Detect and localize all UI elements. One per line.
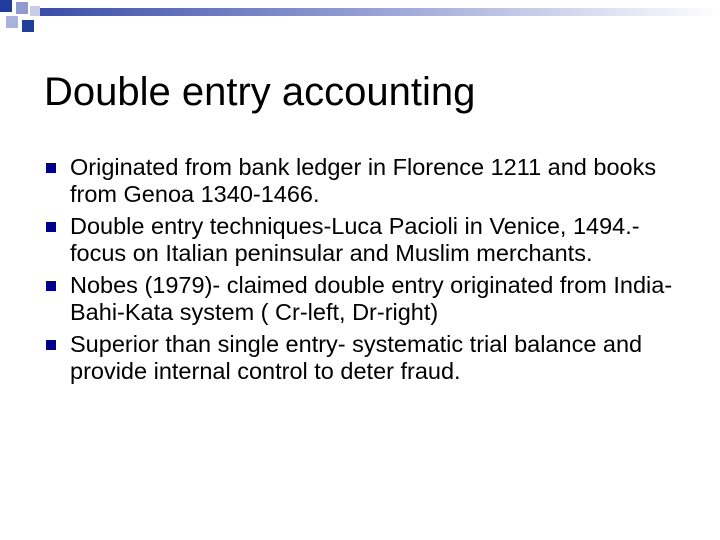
bullet-item <box>44 331 684 385</box>
square-bullet-icon <box>46 340 56 350</box>
bullet-item <box>44 272 684 326</box>
bullet-text: Superior than single entry- systematic trial balance and provide internal control to deter fraud. <box>70 331 643 384</box>
bullet-text: Originated from bank ledger in Florence 1211 and books from Genoa 1340-1466. <box>70 154 657 207</box>
bullet-item <box>44 213 684 267</box>
square-bullet-icon <box>46 222 56 232</box>
bullet-text: Nobes (1979)- claimed double entry originated from India- Bahi-Kata system ( Cr-left, Dr-right) <box>70 272 673 325</box>
bullet-text: Double entry techniques-Luca Pacioli in Venice, 1494.-focus on Italian peninsular and Muslim merchants. <box>70 213 640 266</box>
header-gradient-bar <box>40 8 720 16</box>
slide-title: Double entry accounting <box>44 70 476 114</box>
header-decoration <box>0 0 720 40</box>
bullet-item <box>44 154 684 208</box>
square-bullet-icon <box>46 163 56 173</box>
square-bullet-icon <box>46 281 56 291</box>
bullet-list <box>44 154 684 390</box>
corner-squares <box>0 0 40 32</box>
